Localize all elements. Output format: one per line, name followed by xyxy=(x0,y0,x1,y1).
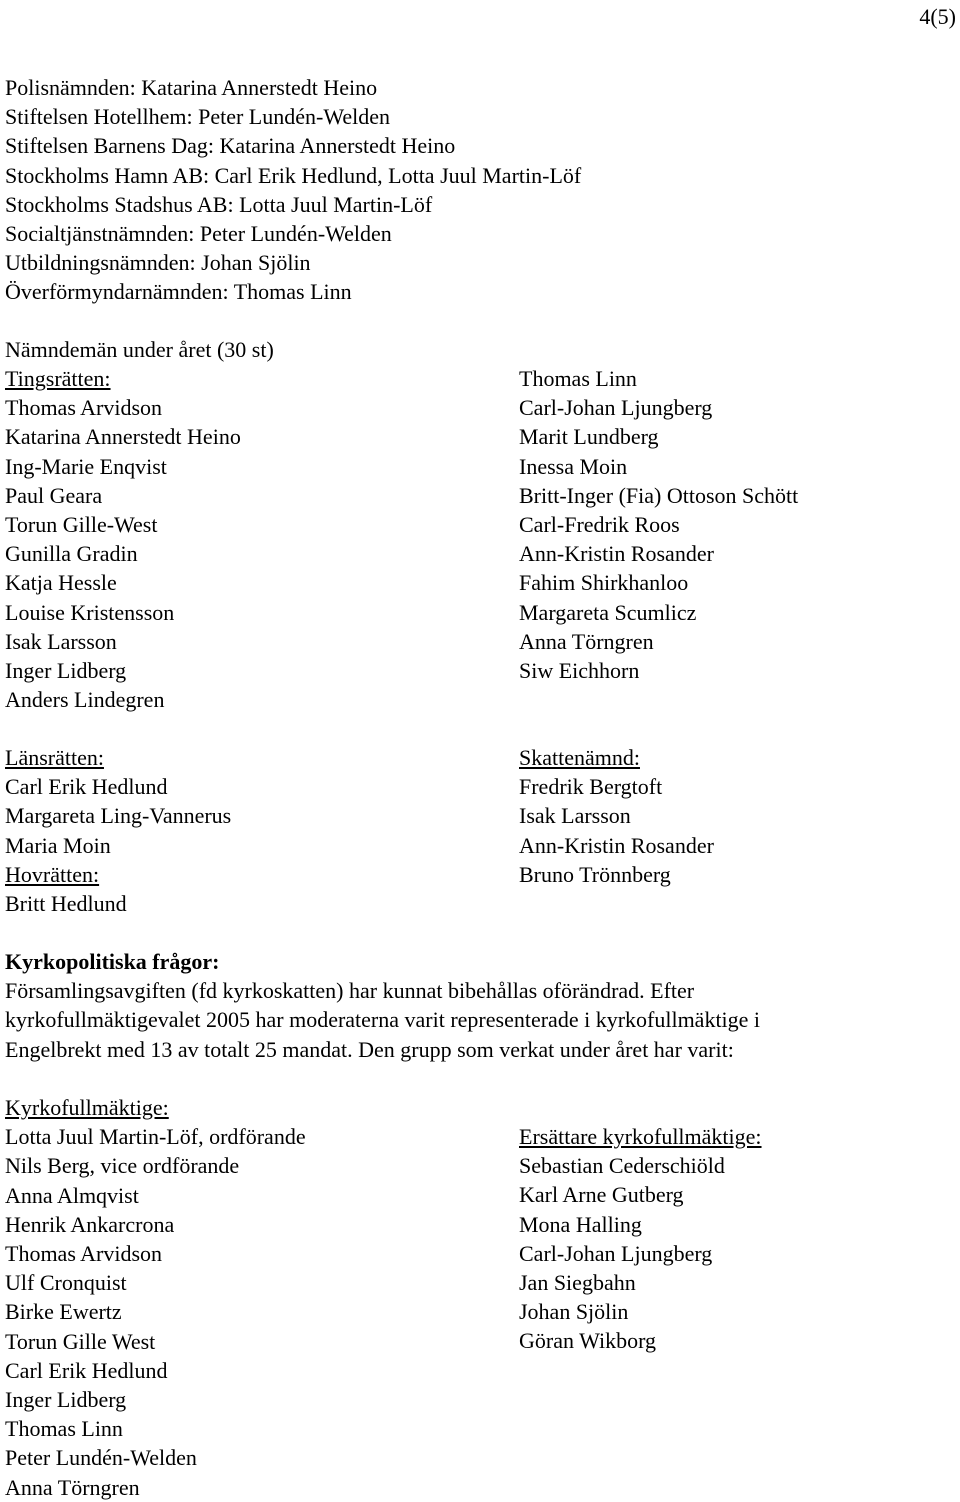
substitutes-label: Ersättare kyrkofullmäktige: xyxy=(519,1124,762,1149)
list-item: Socialtjänstnämnden: Peter Lundén-Welden xyxy=(5,221,392,247)
skattenamnd-column xyxy=(519,743,714,889)
list-item: Margareta Ling-Vannerus xyxy=(5,803,232,829)
list-item: Fahim Shirkhanloo xyxy=(519,570,689,596)
tingsratten-left-column xyxy=(5,364,241,714)
list-item: Louise Kristensson xyxy=(5,599,175,625)
list-item: Thomas Arvidson xyxy=(5,1241,163,1267)
list-item: Göran Wikborg xyxy=(519,1328,657,1354)
lansratten-label: Länsrätten: xyxy=(5,745,104,770)
list-item: Jan Siegbahn xyxy=(519,1270,636,1296)
list-item: Bruno Trönnberg xyxy=(519,861,671,887)
list-item: Inger Lidberg xyxy=(5,1387,127,1413)
list-item: Anna Törngren xyxy=(5,1474,140,1500)
list-item: Stiftelsen Barnens Dag: Katarina Annerstedt Heino xyxy=(5,133,456,159)
list-item: Polisnämnden: Katarina Annerstedt Heino xyxy=(5,75,378,100)
list-item: Överförmyndarnämnden: Thomas Linn xyxy=(5,279,352,305)
hovratten-label: Hovrätten: xyxy=(5,861,100,887)
board-memberships-list xyxy=(5,73,581,307)
list-item: Carl Erik Hedlund xyxy=(5,1357,168,1383)
paragraph-line: Församlingsavgiften (fd kyrkoskatten) har kunnat bibehållas oförändrad. Efter xyxy=(5,978,695,1004)
council-column xyxy=(5,1093,306,1502)
list-item: Maria Moin xyxy=(5,832,111,858)
list-item: Ann-Kristin Rosander xyxy=(519,832,714,858)
church-heading: Kyrkopolitiska frågor: xyxy=(5,949,220,974)
list-item: Stiftelsen Hotellhem: Peter Lundén-Welden xyxy=(5,104,390,130)
list-item: Sebastian Cederschiöld xyxy=(519,1153,725,1179)
list-item: Karl Arne Gutberg xyxy=(519,1182,684,1208)
list-item: Carl Erik Hedlund xyxy=(5,774,168,800)
tingsratten-label: Tingsrätten: xyxy=(5,366,111,391)
list-item: Katja Hessle xyxy=(5,570,117,596)
list-item: Margareta Scumlicz xyxy=(519,599,697,625)
list-item: Britt Hedlund xyxy=(5,891,127,917)
list-item: Torun Gille West xyxy=(5,1328,156,1354)
list-item: Henrik Ankarcrona xyxy=(5,1211,175,1237)
council-label: Kyrkofullmäktige: xyxy=(5,1095,169,1120)
list-item: Thomas Arvidson xyxy=(5,395,163,421)
list-item: Siw Eichhorn xyxy=(519,658,640,684)
substitutes-column xyxy=(519,1122,762,1356)
list-item: Ulf Cronquist xyxy=(5,1270,127,1296)
page-number: 4(5) xyxy=(919,4,956,29)
list-item: Torun Gille-West xyxy=(5,512,158,538)
jurors-section xyxy=(5,335,274,364)
list-item: Paul Geara xyxy=(5,482,103,508)
list-item: Peter Lundén-Welden xyxy=(5,1445,197,1471)
list-item: Anders Lindegren xyxy=(5,687,165,713)
list-item: Johan Sjölin xyxy=(519,1299,629,1325)
paragraph-line: kyrkofullmäktigevalet 2005 har moderaterna varit representerade i kyrkofullmäktige i xyxy=(5,1007,761,1033)
list-item: Anna Törngren xyxy=(519,628,654,654)
list-item: Ing-Marie Enqvist xyxy=(5,453,167,479)
list-item: Nils Berg, vice ordförande xyxy=(5,1153,240,1179)
list-item: Carl-Johan Ljungberg xyxy=(519,1240,713,1266)
skattenamnd-label: Skattenämnd: xyxy=(519,745,640,770)
list-item: Carl-Johan Ljungberg xyxy=(519,395,713,421)
list-item: Fredrik Bergtoft xyxy=(519,774,663,800)
list-item: Stockholms Hamn AB: Carl Erik Hedlund, Lotta Juul Martin-Löf xyxy=(5,162,582,188)
list-item: Mona Halling xyxy=(519,1211,642,1237)
list-item: Utbildningsnämnden: Johan Sjölin xyxy=(5,250,311,276)
list-item: Thomas Linn xyxy=(5,1416,123,1442)
list-item: Gunilla Gradin xyxy=(5,541,138,567)
list-item: Katarina Annerstedt Heino xyxy=(5,424,241,450)
jurors-heading: Nämndemän under året (30 st) xyxy=(5,337,274,362)
tingsratten-right-column xyxy=(519,364,798,685)
paragraph-line: Engelbrekt med 13 av totalt 25 mandat. Den grupp som verkat under året har varit: xyxy=(5,1036,734,1062)
list-item: Inger Lidberg xyxy=(5,658,127,684)
lansratten-column xyxy=(5,743,231,918)
church-section xyxy=(5,947,955,1064)
list-item: Anna Almqvist xyxy=(5,1182,139,1208)
list-item: Stockholms Stadshus AB: Lotta Juul Martin-Löf xyxy=(5,191,433,217)
list-item: Thomas Linn xyxy=(519,366,637,391)
list-item: Britt-Inger (Fia) Ottoson Schött xyxy=(519,482,799,508)
list-item: Ann-Kristin Rosander xyxy=(519,541,714,567)
list-item: Carl-Fredrik Roos xyxy=(519,512,680,538)
list-item: Isak Larsson xyxy=(519,803,631,829)
list-item: Birke Ewertz xyxy=(5,1299,122,1325)
list-item: Lotta Juul Martin-Löf, ordförande xyxy=(5,1124,306,1150)
list-item: Isak Larsson xyxy=(5,628,117,654)
list-item: Marit Lundberg xyxy=(519,424,659,450)
list-item: Inessa Moin xyxy=(519,453,628,479)
